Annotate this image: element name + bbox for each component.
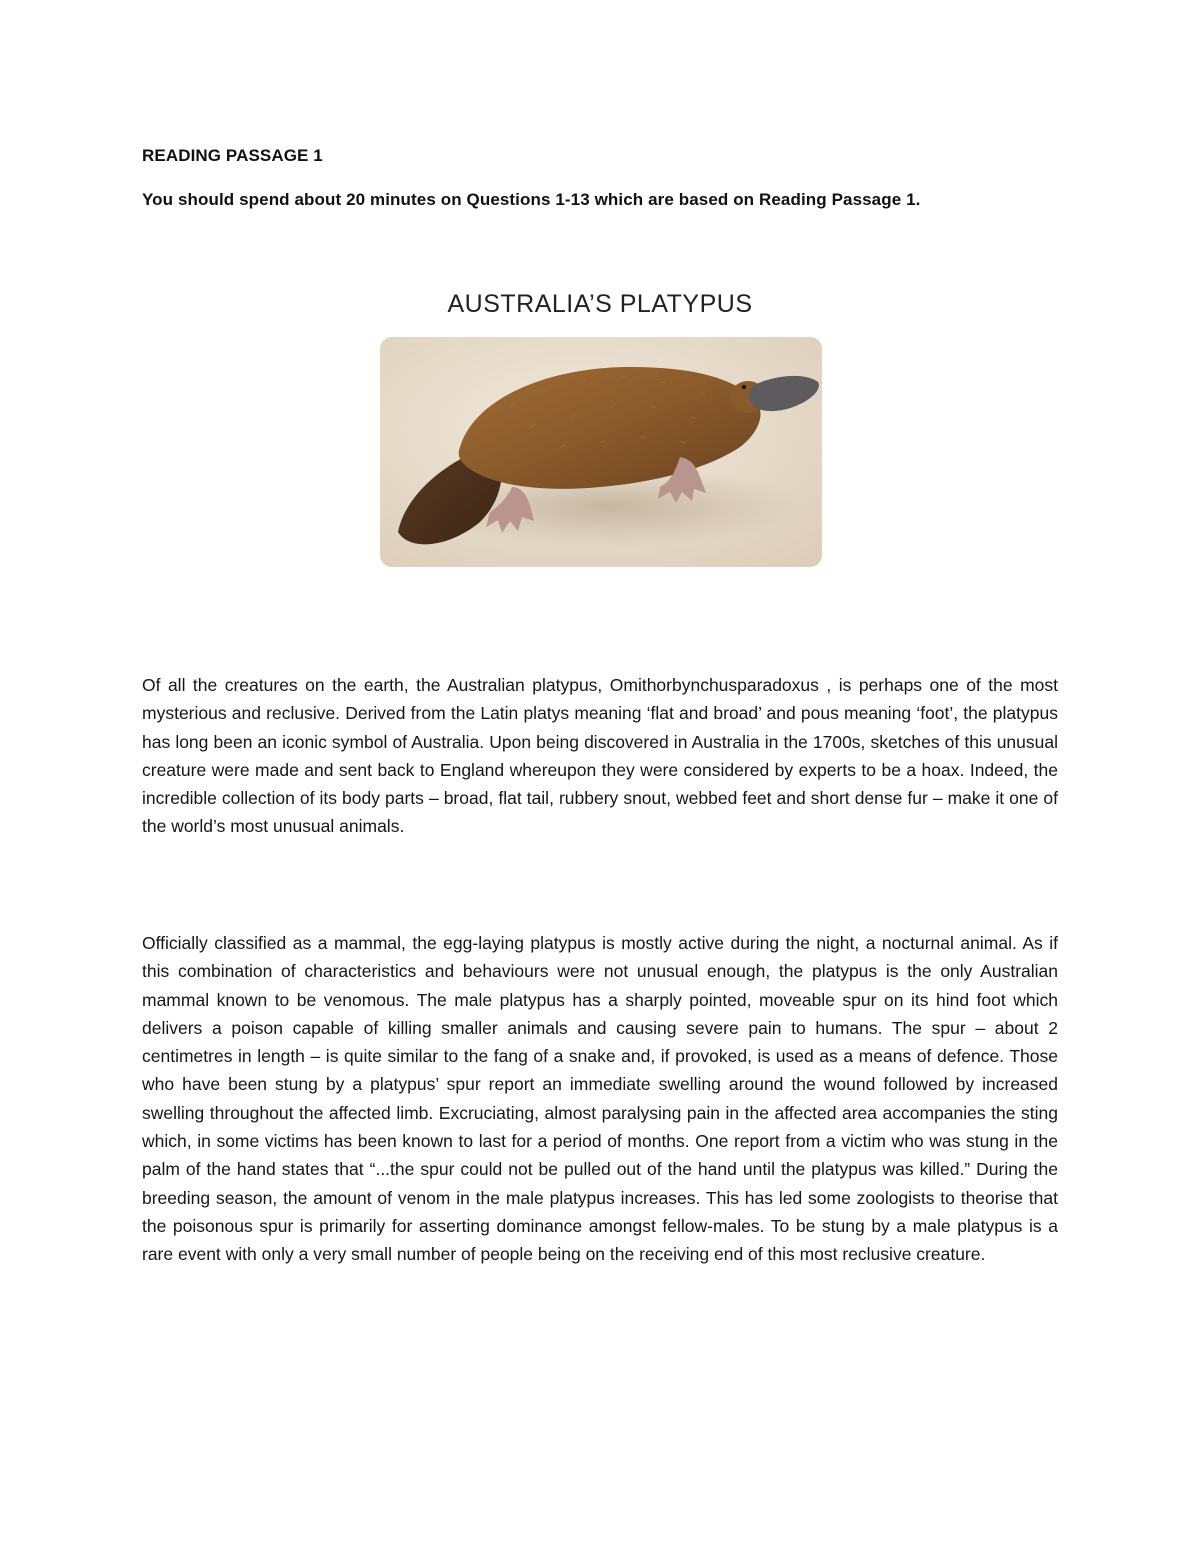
section-heading: READING PASSAGE 1 [142, 146, 323, 165]
platypus-photo [380, 337, 822, 567]
instruction-text: You should spend about 20 minutes on Questions 1-13 which are based on Reading Passage 1. [142, 190, 921, 209]
platypus-illustration [380, 337, 822, 567]
platypus-eye [742, 385, 746, 389]
passage-title: AUSTRALIA’S PLATYPUS [447, 290, 753, 318]
paragraph-1: Of all the creatures on the earth, the Australian platypus, Omithorbynchusparadoxus , is perhaps one of the most mysterious and reclusive. Derived from the Latin platys meaning ‘flat and broad’ and pous meaning ‘foot’, the platypus has long been an iconic symbol of Australia. Upon being discovered in Australia in the 1700s, sketches of this unusual creature were made and sent back to England whereupon they were considered by experts to be a hoax. Indeed, the incredible collection of its body parts – broad, flat tail, rubbery snout, webbed feet and short dense fur – make it one of the world’s most unusual animals. [142, 675, 1058, 837]
paragraph-2: Officially classified as a mammal, the egg-laying platypus is mostly active during the night, a nocturnal animal. As if this combination of characteristics and behaviours were not unusual enough, the platypus is the only Australian mammal known to be venomous. The male platypus has a sharply pointed, moveable spur on its hind foot which delivers a poison capable of killing smaller animals and causing severe pain to humans. The spur – about 2 centimetres in length – is quite similar to the fang of a snake and, if provoked, is used as a means of defence. Those who have been stung by a platypus’ spur report an immediate swelling around the wound followed by increased swelling throughout the affected limb. Excruciating, almost paralysing pain in the affected area accompanies the sting which, in some victims has been known to last for a period of months. One report from a victim who was stung in the palm of the hand states that “...the spur could not be pulled out of the hand until the platypus was killed.” During the breeding season, the amount of venom in the male platypus increases. This has led some zoologists to theorise that the poisonous spur is primarily for asserting dominance amongst fellow-males. To be stung by a male platypus is a rare event with only a very small number of people being on the receiving end of this most reclusive creature. [142, 933, 1058, 1265]
